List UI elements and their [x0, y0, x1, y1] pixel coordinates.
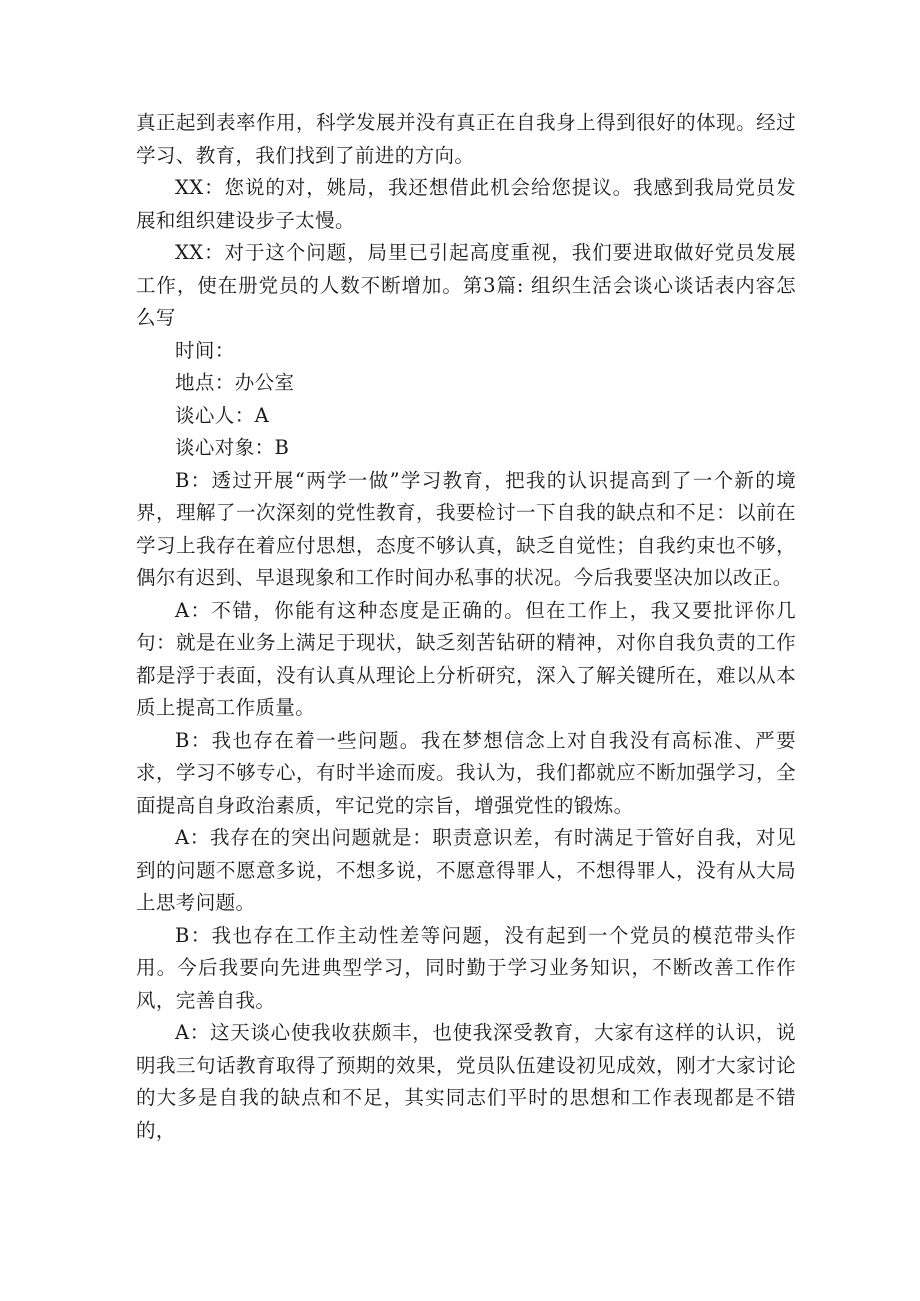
meta-listener: 谈心对象：B	[175, 436, 290, 459]
meta-speaker: 谈心人：A	[175, 403, 270, 427]
paragraph: B：我也存在着一些问题。我在梦想信念上对自我没有高标准、严要求，学习不够专心，有时半途而废。我认为，我们都就应不断加强学习，全面提高自身政治素质，牢记党的宗旨，增强党性的锻炼。	[136, 728, 796, 817]
paragraph: B：透过开展“两学一做”学习教育，把我的认识提高到了一个新的境界，理解了一次深刻的党性教育，我要检讨一下自我的缺点和不足：以前在学习上我存在着应付思想，态度不够认真，缺乏自觉性；自我约束也不够，偶尔有迟到、早退现象和工作时间办私事的状况。今后我要坚决加以改正。	[136, 468, 796, 589]
paragraph: 真正起到表率作用，科学发展并没有真正在自我身上得到很好的体现。经过学习、教育，我们找到了前进的方向。	[136, 111, 796, 167]
meta-time: 时间：	[175, 338, 235, 362]
paragraph: A：不错，你能有这种态度是正确的。但在工作上，我又要批评你几句：就是在业务上满足于现状，缺乏刻苦钻研的精神，对你自我负责的工作都是浮于表面，没有认真从理论上分析研究，深入了解关键所在，难以从本质上提高工作质量。	[136, 598, 796, 719]
meta-location: 地点：办公室	[175, 371, 295, 394]
document-body	[136, 107, 796, 1147]
paragraph: XX：对于这个问题，局里已引起高度重视，我们要进取做好党员发展工作，使在册党员的人数不断增加。第3篇: 组织生活会谈心谈话表内容怎么写	[136, 241, 796, 329]
paragraph: B：我也存在工作主动性差等问题，没有起到一个党员的模范带头作用。今后我要向先进典型学习，同时勤于学习业务知识，不断改善工作作风，完善自我。	[136, 923, 796, 1012]
paragraph: A：这天谈心使我收获颇丰，也使我深受教育，大家有这样的认识，说明我三句话教育取得了预期的效果，党员队伍建设初见成效，刚才大家讨论的大多是自我的缺点和不足，其实同志们平时的思想和工作表现都是不错的，	[136, 1021, 796, 1142]
paragraph: XX：您说的对，姚局，我还想借此机会给您提议。我感到我局党员发展和组织建设步子太慢。	[136, 176, 796, 232]
paragraph: A：我存在的突出问题就是：职责意识差，有时满足于管好自我，对见到的问题不愿意多说，不想多说，不愿意得罪人，不想得罪人，没有从大局上思考问题。	[136, 826, 796, 914]
